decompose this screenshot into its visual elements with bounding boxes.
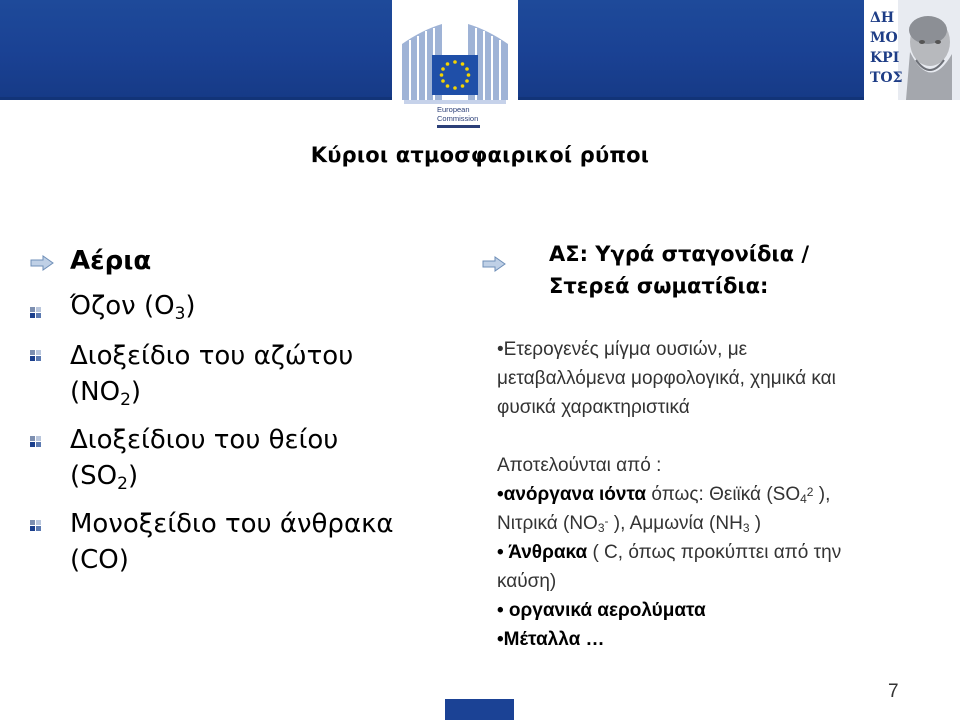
arrow-bullet-icon bbox=[482, 256, 506, 272]
pollutant-ozone: Όζον $(O_3)$ bbox=[70, 291, 196, 324]
arrow-bullet-icon bbox=[30, 255, 54, 271]
particulate-composition: Αποτελούνται από : •ανόργανα ιόντα όπως: Θειϊκά ($SO4^2$ ), Νιτρικά (NO3- ), Αμμωνία (NH3 ) • Άνθρακα ( C, όπως προκύπτει από την καύση) • οργανικά αερολύματα •Μέταλλα … bbox=[497, 455, 842, 650]
dimokritos-portrait-icon bbox=[864, 0, 960, 100]
square-bullet-icon bbox=[30, 436, 41, 447]
svg-text:ΔΗ: ΔΗ bbox=[870, 10, 895, 26]
square-bullet-icon bbox=[30, 520, 41, 531]
left-heading: Αέρια bbox=[70, 246, 152, 276]
slide-title: Κύριοι ατμοσφαιρικοί ρύποι bbox=[310, 143, 650, 167]
footer-tab bbox=[445, 699, 514, 720]
svg-text:European: European bbox=[437, 105, 470, 114]
pollutant-co: Μονοξείδιο του άνθρακα (CO) bbox=[70, 509, 394, 575]
european-commission-logo bbox=[392, 0, 518, 140]
pollutant-so2: Διοξείδιου του θείου $(SO_2)$ bbox=[70, 425, 339, 494]
svg-text:Commission: Commission bbox=[437, 114, 479, 123]
square-bullet-icon bbox=[30, 307, 41, 318]
square-bullet-icon bbox=[30, 350, 41, 361]
particulate-description: •Ετερογενές μίγμα ουσιών, με μεταβαλλόμενα μορφολογικά, χημικά και φυσικά χαρακτηριστικά bbox=[497, 339, 836, 418]
svg-text:ΚΡΙ: ΚΡΙ bbox=[870, 50, 900, 66]
svg-text:ΜΟ: ΜΟ bbox=[870, 30, 898, 46]
pollutant-no2: Διοξείδιο του αζώτου $(NO_2)$ bbox=[70, 341, 354, 410]
svg-text:ΤΟΣ: ΤΟΣ bbox=[870, 70, 903, 86]
dimokritos-logo bbox=[864, 0, 960, 100]
particulate-heading: ΑΣ: Υγρά σταγονίδια / Στερεά σωματίδια: bbox=[549, 242, 810, 298]
page-number: 7 bbox=[888, 681, 899, 702]
